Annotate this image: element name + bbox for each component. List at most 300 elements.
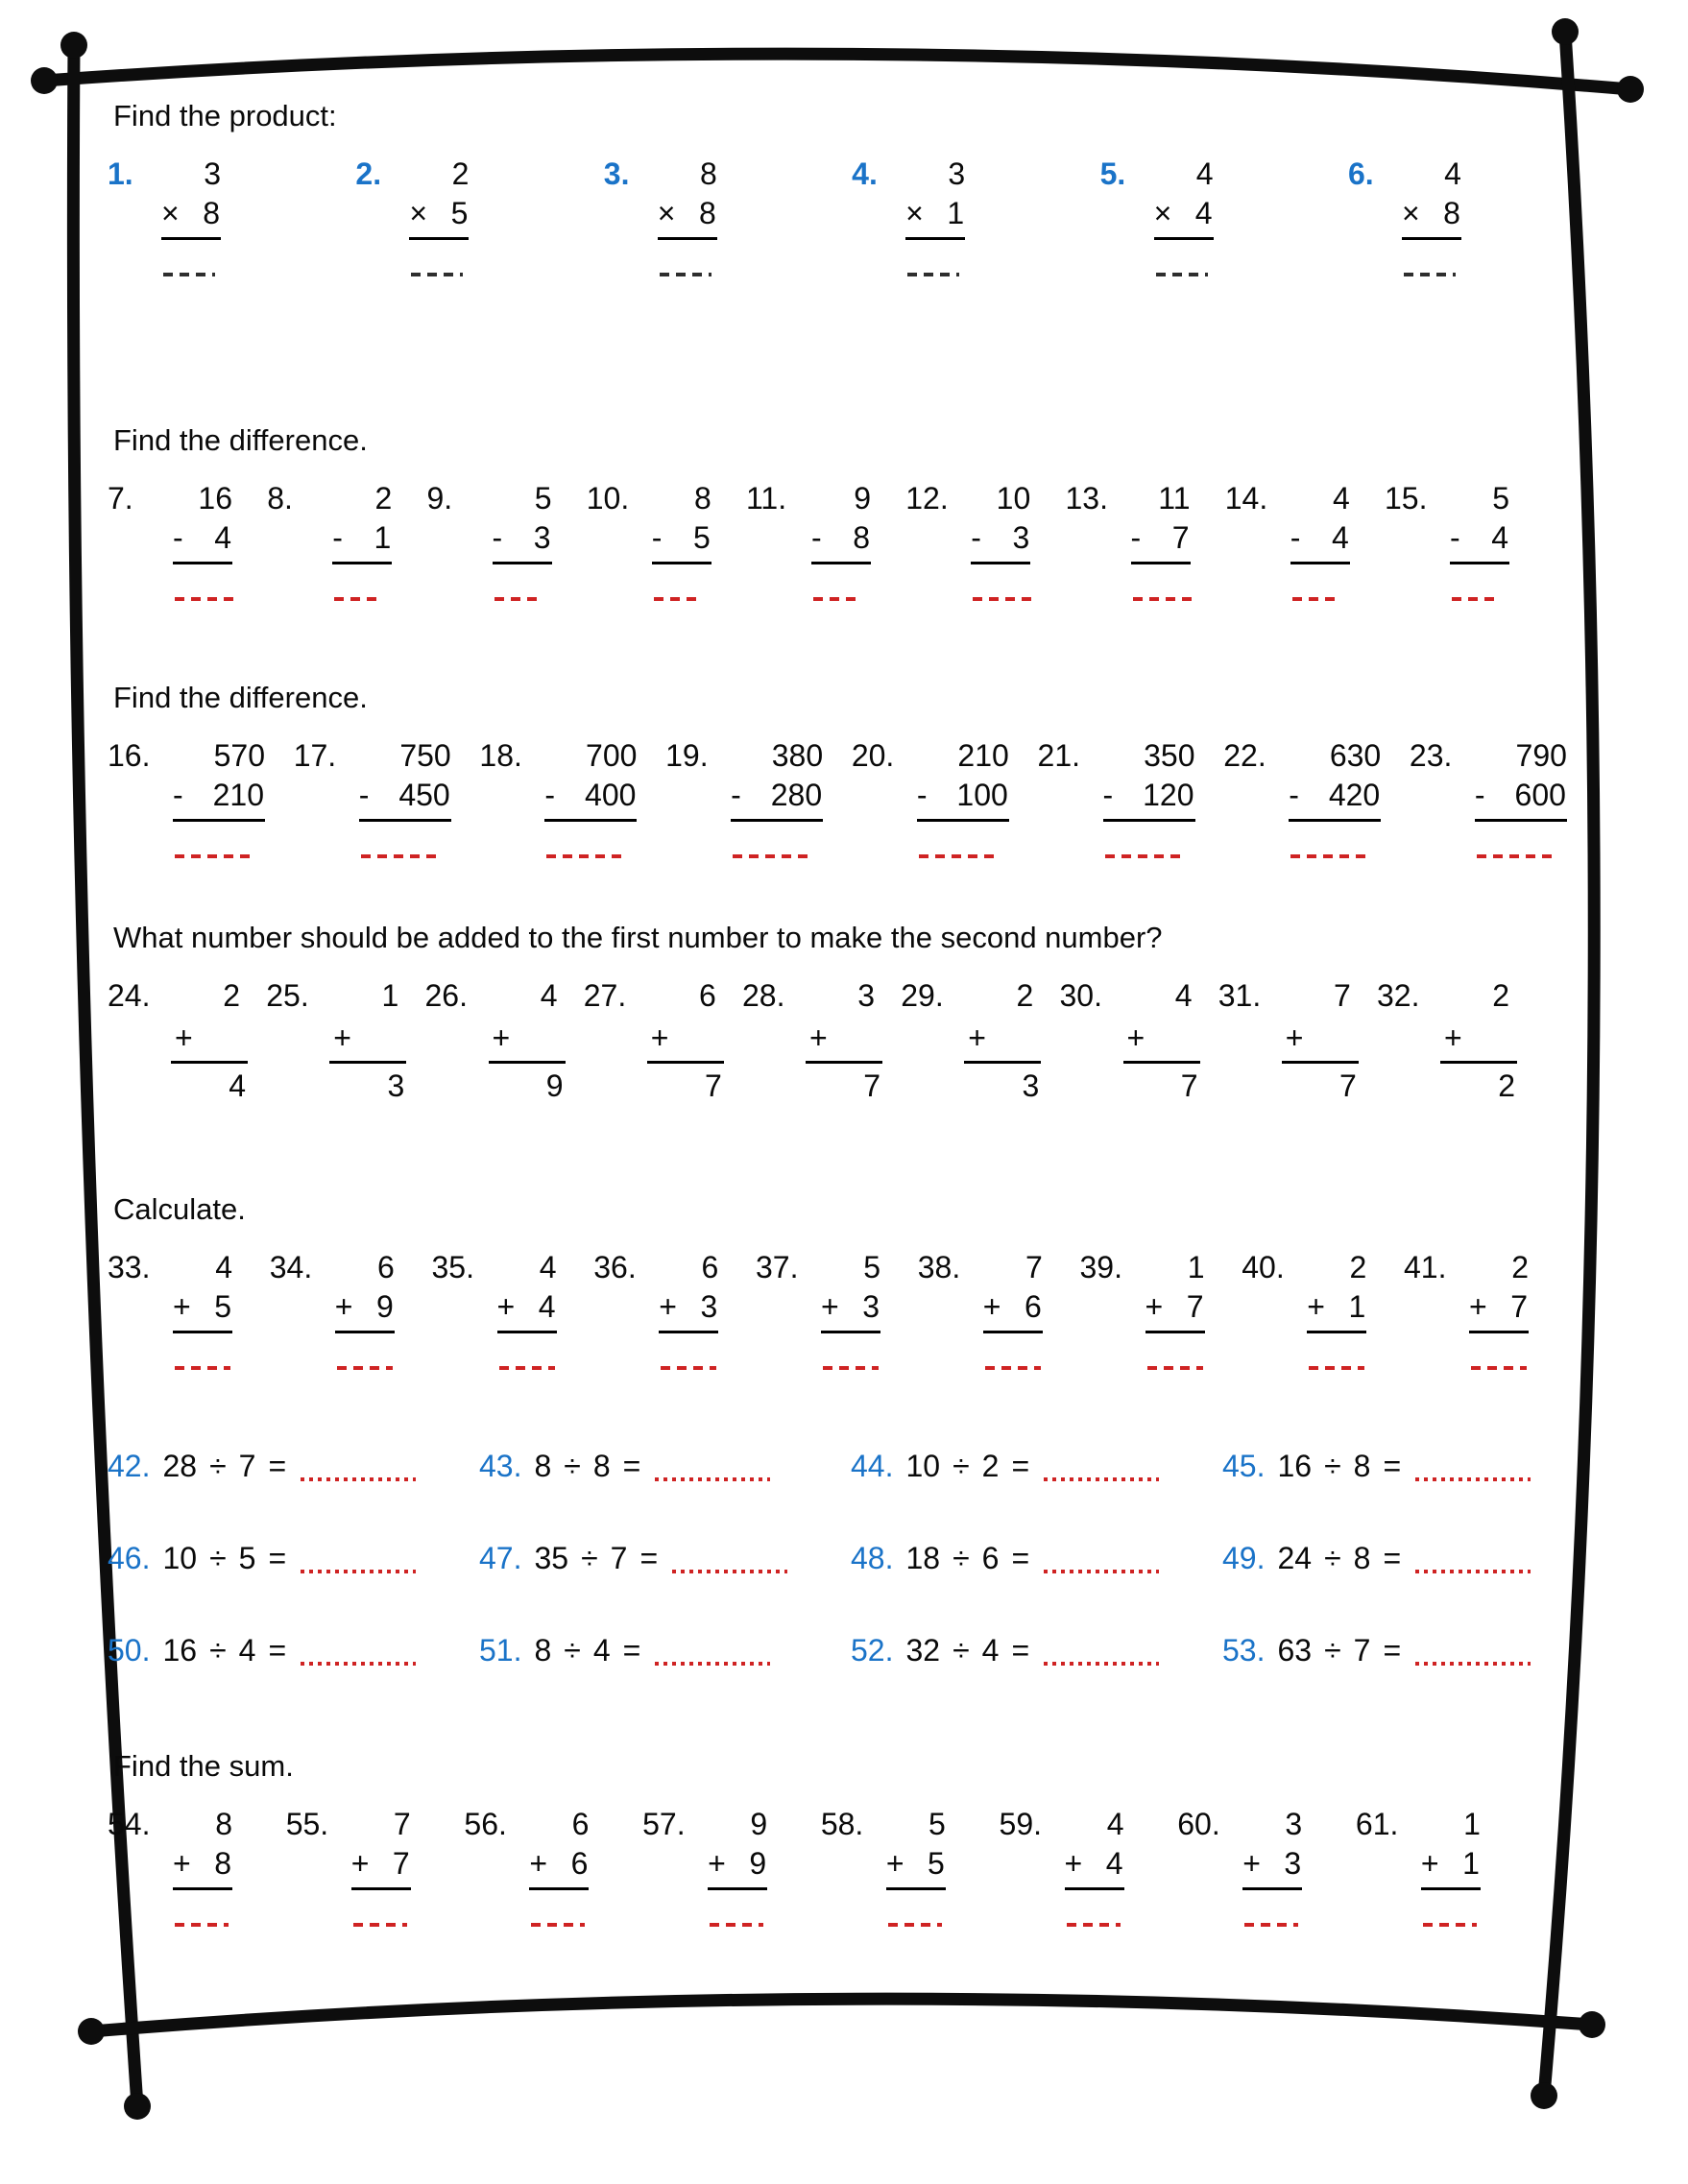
operator: - bbox=[971, 520, 981, 555]
answer-blank bbox=[823, 1366, 879, 1370]
divisor: 4 bbox=[592, 1633, 611, 1668]
top-operand: 1 bbox=[1187, 1250, 1205, 1284]
dividend: 63 bbox=[1277, 1633, 1313, 1668]
problem-27 bbox=[583, 975, 722, 1108]
first-number: 4 bbox=[540, 978, 558, 1013]
problem-4 bbox=[852, 154, 965, 276]
bottom-operand: 420 bbox=[1328, 778, 1381, 812]
top-operand: 7 bbox=[393, 1807, 411, 1841]
first-number: 2 bbox=[1492, 978, 1509, 1013]
first-number: 4 bbox=[1174, 978, 1193, 1013]
answer-blank bbox=[301, 1570, 416, 1573]
problem-number: 50. bbox=[108, 1633, 151, 1668]
top-operand: 2 bbox=[451, 156, 470, 191]
operation-row bbox=[971, 518, 1030, 564]
top-operand: 7 bbox=[1025, 1250, 1043, 1284]
operation-row bbox=[659, 1287, 718, 1333]
operator: + bbox=[1242, 1846, 1261, 1881]
problem-number: 48. bbox=[851, 1541, 894, 1575]
dividend: 16 bbox=[1277, 1449, 1313, 1483]
problem-50 bbox=[108, 1629, 479, 1671]
operator: × bbox=[161, 196, 180, 230]
problem-49 bbox=[1222, 1537, 1594, 1579]
problem-number: 14. bbox=[1224, 481, 1268, 516]
problem-number: 37. bbox=[756, 1250, 799, 1284]
bottom-operand: 450 bbox=[398, 778, 450, 812]
problem-number: 42. bbox=[108, 1449, 151, 1483]
answer-blank bbox=[1415, 1662, 1531, 1666]
operator: + bbox=[1469, 1289, 1487, 1324]
bottom-operand: 4 bbox=[1105, 1846, 1123, 1881]
problem-number: 7. bbox=[108, 481, 133, 516]
top-operand: 570 bbox=[213, 738, 265, 773]
operator: + bbox=[496, 1289, 516, 1324]
operation-row bbox=[821, 1287, 880, 1333]
problem-number: 39. bbox=[1079, 1250, 1122, 1284]
problem-number: 19. bbox=[665, 738, 709, 773]
problem-58 bbox=[821, 1804, 946, 1927]
operator: + bbox=[1064, 1846, 1083, 1881]
operator: - bbox=[358, 778, 370, 812]
problem-48 bbox=[851, 1537, 1222, 1579]
answer-blank bbox=[1415, 1570, 1531, 1573]
problem-number: 49. bbox=[1222, 1541, 1266, 1575]
bottom-operand: 1 bbox=[947, 196, 965, 230]
problem-61 bbox=[1356, 1804, 1481, 1927]
problem-number: 31. bbox=[1218, 978, 1262, 1013]
problem-number: 21. bbox=[1037, 738, 1080, 773]
operation-row bbox=[917, 776, 1009, 822]
problem-33 bbox=[108, 1247, 232, 1370]
divide-operator: ÷ bbox=[953, 1633, 970, 1668]
divisor: 7 bbox=[1353, 1633, 1371, 1668]
operator: + bbox=[334, 1289, 353, 1324]
bottom-operand: 6 bbox=[1024, 1289, 1042, 1324]
top-operand: 4 bbox=[1195, 156, 1214, 191]
addend-row bbox=[1284, 1016, 1351, 1064]
second-number: 7 bbox=[863, 1068, 880, 1103]
problem-number: 1. bbox=[108, 156, 133, 191]
operator: - bbox=[1474, 778, 1485, 812]
top-operand: 3 bbox=[1285, 1807, 1303, 1841]
section-title: Find the difference. bbox=[113, 681, 368, 714]
bottom-operand: 400 bbox=[585, 778, 637, 812]
operation-row bbox=[731, 776, 823, 822]
top-operand: 3 bbox=[948, 156, 966, 191]
bottom-operand: 3 bbox=[1012, 520, 1030, 555]
worksheet-content bbox=[108, 96, 1605, 1927]
operation-row bbox=[1421, 1844, 1481, 1890]
answer-blank bbox=[361, 854, 442, 858]
dividend: 10 bbox=[905, 1449, 941, 1483]
second-number: 7 bbox=[1338, 1068, 1357, 1103]
problem-number: 25. bbox=[266, 978, 309, 1013]
operation-row bbox=[1154, 194, 1214, 240]
answer-blank bbox=[660, 273, 711, 276]
answer-blank bbox=[1290, 854, 1371, 858]
plus-operator: + bbox=[650, 1020, 669, 1055]
answer-blank bbox=[334, 597, 380, 601]
divide-operator: ÷ bbox=[209, 1633, 227, 1668]
operator: - bbox=[1130, 520, 1142, 555]
top-operand: 6 bbox=[376, 1250, 395, 1284]
top-operand: 8 bbox=[693, 481, 711, 516]
operator: - bbox=[1290, 520, 1301, 555]
operation-row bbox=[983, 1287, 1043, 1333]
frame-top-line bbox=[44, 54, 1630, 89]
bottom-operand: 100 bbox=[956, 778, 1008, 812]
bottom-operand: 1 bbox=[374, 520, 392, 555]
operation-row bbox=[1290, 518, 1350, 564]
problem-38 bbox=[918, 1247, 1043, 1370]
answer-blank bbox=[1452, 597, 1498, 601]
problem-51 bbox=[479, 1629, 851, 1671]
problem-22 bbox=[1223, 735, 1381, 858]
answer-blank bbox=[655, 1477, 770, 1481]
section-find-the-product bbox=[108, 96, 1461, 276]
equals-sign: = bbox=[639, 1541, 659, 1575]
divide-operator: ÷ bbox=[209, 1541, 227, 1575]
equals-sign: = bbox=[622, 1633, 641, 1668]
bottom-operand: 3 bbox=[700, 1289, 718, 1324]
dividend: 8 bbox=[534, 1449, 552, 1483]
bottom-operand: 5 bbox=[928, 1846, 945, 1881]
operator: - bbox=[811, 520, 822, 555]
problem-number: 11. bbox=[746, 481, 787, 516]
frame-dot bbox=[124, 2093, 151, 2120]
bottom-operand: 8 bbox=[203, 196, 220, 230]
dividend: 24 bbox=[1277, 1541, 1313, 1575]
operation-row bbox=[1469, 1287, 1529, 1333]
problem-6 bbox=[1348, 154, 1461, 276]
problem-number: 59. bbox=[999, 1807, 1042, 1841]
problem-35 bbox=[432, 1247, 557, 1370]
bottom-operand: 4 bbox=[214, 520, 231, 555]
problem-number: 56. bbox=[464, 1807, 507, 1841]
problem-8 bbox=[267, 478, 392, 601]
answer-blank bbox=[919, 854, 1000, 858]
bottom-operand: 210 bbox=[212, 778, 264, 812]
operation-row bbox=[173, 518, 232, 564]
problem-36 bbox=[593, 1247, 718, 1370]
bottom-operand: 4 bbox=[1331, 520, 1349, 555]
divide-operator: ÷ bbox=[564, 1449, 581, 1483]
section-title: Calculate. bbox=[113, 1192, 246, 1226]
answer-blank bbox=[733, 854, 813, 858]
answer-blank bbox=[654, 597, 700, 601]
frame-dot bbox=[31, 67, 58, 94]
answer-blank bbox=[973, 597, 1036, 601]
problem-number: 26. bbox=[424, 978, 468, 1013]
problem-31 bbox=[1218, 975, 1357, 1108]
frame-dot bbox=[1579, 2011, 1605, 2038]
problem-10 bbox=[587, 478, 711, 601]
operator: + bbox=[1307, 1289, 1325, 1324]
frame-dot bbox=[78, 2018, 105, 2045]
problems-row bbox=[108, 735, 1567, 858]
equals-sign: = bbox=[1011, 1541, 1030, 1575]
problems-row bbox=[108, 1247, 1529, 1370]
answer-blank bbox=[710, 1923, 763, 1927]
problem-37 bbox=[756, 1247, 880, 1370]
bottom-operand: 7 bbox=[1171, 520, 1190, 555]
answer-blank bbox=[337, 1366, 393, 1370]
second-number: 7 bbox=[704, 1068, 722, 1103]
problem-44 bbox=[851, 1445, 1222, 1487]
problem-59 bbox=[1000, 1804, 1124, 1927]
problem-9 bbox=[427, 478, 552, 601]
operation-row bbox=[332, 518, 392, 564]
addend-row bbox=[808, 1016, 875, 1064]
divisor: 6 bbox=[981, 1541, 1000, 1575]
addend-row bbox=[331, 1016, 398, 1064]
problem-28 bbox=[742, 975, 880, 1108]
divide-operator: ÷ bbox=[581, 1541, 598, 1575]
divide-operator: ÷ bbox=[564, 1633, 581, 1668]
problem-26 bbox=[424, 975, 564, 1108]
section-find-the-difference-2 bbox=[108, 678, 1567, 858]
operator: + bbox=[350, 1846, 370, 1881]
answer-blank bbox=[1404, 273, 1456, 276]
first-number: 1 bbox=[381, 978, 399, 1013]
problem-3 bbox=[604, 154, 717, 276]
top-operand: 5 bbox=[1492, 481, 1509, 516]
problem-number: 22. bbox=[1223, 738, 1266, 773]
problem-number: 29. bbox=[901, 978, 944, 1013]
second-number: 2 bbox=[1498, 1068, 1515, 1103]
plus-operator: + bbox=[1126, 1020, 1145, 1055]
problem-number: 61. bbox=[1355, 1807, 1399, 1841]
problem-12 bbox=[905, 478, 1030, 601]
divide-operator: ÷ bbox=[209, 1449, 227, 1483]
operation-row bbox=[351, 1844, 411, 1890]
answer-blank bbox=[175, 1923, 229, 1927]
plus-operator: + bbox=[809, 1020, 828, 1055]
operator: × bbox=[657, 196, 676, 230]
problem-11 bbox=[746, 478, 871, 601]
plus-operator: + bbox=[175, 1020, 193, 1055]
operator: × bbox=[409, 196, 428, 230]
operator: - bbox=[1450, 520, 1460, 555]
section-title: What number should be added to the first number to make the second number? bbox=[113, 921, 1163, 954]
operator: - bbox=[492, 520, 503, 555]
equals-sign: = bbox=[268, 1633, 287, 1668]
divisor: 4 bbox=[238, 1633, 256, 1668]
answer-blank bbox=[1105, 854, 1186, 858]
answer-blank bbox=[1415, 1477, 1531, 1481]
bottom-operand: 280 bbox=[770, 778, 823, 812]
problem-7 bbox=[108, 478, 232, 601]
top-operand: 4 bbox=[1106, 1807, 1124, 1841]
plus-operator: + bbox=[1285, 1020, 1304, 1055]
operator: + bbox=[173, 1846, 191, 1881]
answer-blank bbox=[1044, 1570, 1159, 1573]
operation-row bbox=[886, 1844, 946, 1890]
answer-blank bbox=[494, 597, 541, 601]
divide-operator: ÷ bbox=[953, 1449, 970, 1483]
problem-number: 15. bbox=[1385, 481, 1428, 516]
problem-number: 46. bbox=[108, 1541, 151, 1575]
divisor: 7 bbox=[238, 1449, 256, 1483]
first-number: 3 bbox=[857, 978, 875, 1013]
problem-56 bbox=[464, 1804, 589, 1927]
second-number: 7 bbox=[1180, 1068, 1198, 1103]
operator: + bbox=[529, 1846, 548, 1881]
operation-row bbox=[544, 776, 637, 822]
problem-number: 10. bbox=[586, 481, 630, 516]
operator: × bbox=[1153, 196, 1172, 230]
operation-row bbox=[497, 1287, 557, 1333]
problems-grid bbox=[108, 1445, 1594, 1671]
problem-number: 18. bbox=[479, 738, 522, 773]
bottom-operand: 600 bbox=[1514, 778, 1566, 812]
frame-dot bbox=[1552, 18, 1579, 45]
bottom-operand: 1 bbox=[1462, 1846, 1480, 1881]
problem-number: 43. bbox=[479, 1449, 522, 1483]
answer-blank bbox=[499, 1366, 555, 1370]
operation-row bbox=[1307, 1287, 1366, 1333]
operation-row bbox=[1242, 1844, 1302, 1890]
top-operand: 6 bbox=[701, 1250, 719, 1284]
bottom-operand: 5 bbox=[214, 1289, 231, 1324]
first-number: 6 bbox=[698, 978, 716, 1013]
problem-number: 30. bbox=[1059, 978, 1102, 1013]
problem-number: 45. bbox=[1222, 1449, 1266, 1483]
bottom-operand: 8 bbox=[214, 1846, 231, 1881]
top-operand: 4 bbox=[215, 1250, 232, 1284]
problem-number: 35. bbox=[431, 1250, 474, 1284]
problem-number: 54. bbox=[108, 1807, 151, 1841]
problem-43 bbox=[479, 1445, 851, 1487]
addend-row bbox=[649, 1016, 716, 1064]
problem-21 bbox=[1038, 735, 1195, 858]
operator: + bbox=[708, 1846, 726, 1881]
equals-sign: = bbox=[268, 1449, 287, 1483]
second-number: 3 bbox=[1022, 1068, 1040, 1103]
problem-34 bbox=[270, 1247, 395, 1370]
top-operand: 9 bbox=[854, 481, 871, 516]
section-title: Find the product: bbox=[113, 99, 337, 132]
operation-row bbox=[161, 194, 221, 240]
problem-54 bbox=[108, 1804, 232, 1927]
operator: - bbox=[651, 520, 663, 555]
problem-number: 47. bbox=[479, 1541, 522, 1575]
bottom-operand: 4 bbox=[1194, 196, 1213, 230]
problem-25 bbox=[266, 975, 405, 1108]
problem-2 bbox=[355, 154, 469, 276]
top-operand: 4 bbox=[1332, 481, 1350, 516]
section-find-the-sum bbox=[108, 1746, 1481, 1927]
operator: + bbox=[885, 1846, 904, 1881]
problem-32 bbox=[1377, 975, 1515, 1108]
top-operand: 380 bbox=[771, 738, 824, 773]
divisor: 7 bbox=[610, 1541, 628, 1575]
bottom-operand: 7 bbox=[1186, 1289, 1204, 1324]
operation-row bbox=[173, 1844, 232, 1890]
problem-18 bbox=[479, 735, 637, 858]
bottom-operand: 3 bbox=[1284, 1846, 1302, 1881]
equals-sign: = bbox=[1383, 1633, 1402, 1668]
problem-number: 8. bbox=[267, 481, 293, 516]
top-operand: 350 bbox=[1144, 738, 1195, 773]
dividend: 16 bbox=[162, 1633, 198, 1668]
operation-row bbox=[493, 518, 552, 564]
bottom-operand: 9 bbox=[749, 1846, 767, 1881]
bottom-operand: 8 bbox=[1443, 196, 1460, 230]
top-operand: 630 bbox=[1329, 738, 1382, 773]
top-operand: 210 bbox=[957, 738, 1009, 773]
bottom-operand: 3 bbox=[533, 520, 551, 555]
problem-number: 20. bbox=[851, 738, 895, 773]
answer-blank bbox=[546, 854, 627, 858]
answer-blank bbox=[1147, 1366, 1203, 1370]
operation-row bbox=[335, 1287, 395, 1333]
operation-row bbox=[811, 518, 871, 564]
operation-row bbox=[1145, 1287, 1205, 1333]
top-operand: 8 bbox=[699, 156, 717, 191]
first-number: 2 bbox=[1016, 978, 1034, 1013]
problem-number: 13. bbox=[1065, 481, 1108, 516]
answer-blank bbox=[1244, 1923, 1298, 1927]
addend-row bbox=[173, 1016, 240, 1064]
operation-row bbox=[1289, 776, 1381, 822]
top-operand: 5 bbox=[928, 1807, 946, 1841]
equals-sign: = bbox=[1011, 1449, 1030, 1483]
operation-row bbox=[1131, 518, 1191, 564]
dividend: 10 bbox=[162, 1541, 198, 1575]
top-operand: 700 bbox=[586, 738, 638, 773]
divisor: 5 bbox=[238, 1541, 256, 1575]
frame-dot bbox=[1531, 2082, 1557, 2109]
answer-blank bbox=[1309, 1366, 1364, 1370]
operation-row bbox=[1065, 1844, 1124, 1890]
top-operand: 4 bbox=[539, 1250, 557, 1284]
equals-sign: = bbox=[1383, 1449, 1402, 1483]
problem-14 bbox=[1225, 478, 1350, 601]
problem-1 bbox=[108, 154, 221, 276]
frame-dot bbox=[60, 32, 87, 59]
answer-blank bbox=[907, 273, 959, 276]
problem-13 bbox=[1066, 478, 1191, 601]
divisor: 8 bbox=[1353, 1541, 1371, 1575]
operation-row bbox=[173, 776, 265, 822]
problem-number: 9. bbox=[426, 481, 453, 516]
section-title: Find the sum. bbox=[113, 1749, 294, 1783]
top-operand: 4 bbox=[1444, 156, 1461, 191]
answer-blank bbox=[175, 854, 255, 858]
divisor: 8 bbox=[592, 1449, 611, 1483]
top-operand: 5 bbox=[863, 1250, 880, 1284]
problem-40 bbox=[1242, 1247, 1366, 1370]
answer-blank bbox=[301, 1662, 416, 1666]
operator: - bbox=[544, 778, 556, 812]
problem-52 bbox=[851, 1629, 1222, 1671]
divide-operator: ÷ bbox=[1324, 1449, 1341, 1483]
problem-23 bbox=[1410, 735, 1567, 858]
problem-47 bbox=[479, 1537, 851, 1579]
problem-19 bbox=[665, 735, 823, 858]
bottom-operand: 6 bbox=[570, 1846, 589, 1881]
problem-number: 5. bbox=[1099, 156, 1126, 191]
operator: × bbox=[905, 196, 924, 230]
plus-operator: + bbox=[968, 1020, 986, 1055]
problem-29 bbox=[901, 975, 1040, 1108]
problem-number: 57. bbox=[642, 1807, 686, 1841]
divide-operator: ÷ bbox=[1324, 1633, 1341, 1668]
operation-row bbox=[658, 194, 717, 240]
answer-blank bbox=[531, 1923, 585, 1927]
operation-row bbox=[1475, 776, 1567, 822]
